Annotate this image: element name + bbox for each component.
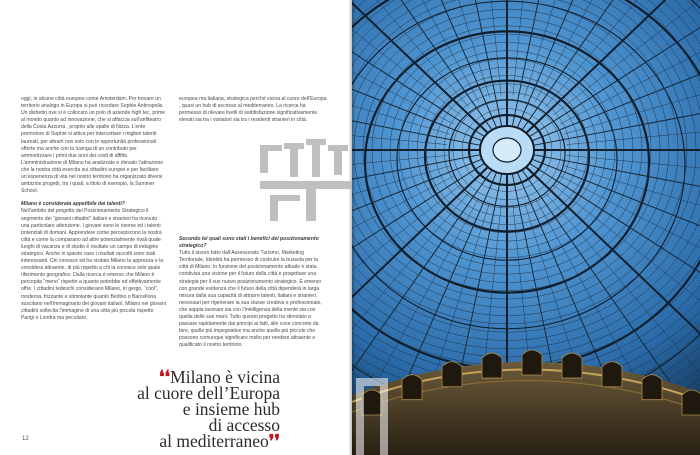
paragraph: oggi, in alcune città europee come Amsterdam. Per trovare un territorio analogo in Europa si può ricordare Sophie Antinopolis. Un distretto ove si è collocato un polo di aziende high tec, prime al mondo quanto ad innovazione, che si affaccia sull’anfiteatro della Costa Azzurra , proprio alle spalle di Nizza. L’ente promotore di Sophie si attiva per intercettare i migliori talenti laureati, per attrarli non solo con le opportunità professionali offerte ma anche con la lusinga di un contributo per ammortizzare i primi due anni dei costi di affitto. L’amministrazione di Milano ha analizzato e rilevato l’attrazione che la nostra città esercita sui cittadini europei e per facilitare un’esperienza di vita nel nostro territorio ha organizzato diversi ambizios progetti, tra i quali, a titolo di esempio, la Summer School. bbox=[21, 96, 166, 195]
paragraph: europea ma italiana, strategica perché vicina al cuore dell’Europa , quasi un hub di accesso al mediterraneo. La ricerca ha permesso di rilevare livelli di soddisfazione significativamente elevati sia tra i visitatori sia tra i residenti stranieri in città. bbox=[179, 96, 327, 124]
dome-illustration bbox=[352, 0, 700, 455]
page-number: 12 bbox=[22, 436, 29, 442]
open-quote-mark: ❛❛ bbox=[158, 367, 171, 387]
pull-quote-line-5 bbox=[100, 433, 280, 449]
text-column-left bbox=[21, 96, 166, 328]
milano-crown-logo-icon bbox=[256, 135, 356, 225]
pull-quote-text: al mediterraneo bbox=[159, 431, 269, 451]
close-quote-mark: ❜❜ bbox=[268, 431, 280, 451]
interview-question: Secondo lei quali sono stati i benefici del posizionamento strategico? bbox=[179, 236, 319, 250]
pull-quote-line-2: al cuore dell’Europa bbox=[137, 383, 280, 403]
pull-quote-line-4: di accesso bbox=[208, 415, 280, 435]
pull-quote-line-3: e insieme hub bbox=[182, 399, 280, 419]
pull-quote bbox=[100, 369, 280, 449]
galleria-dome-photo bbox=[352, 0, 700, 455]
interview-question: Milano è considerata appetibile dai talenti? bbox=[21, 201, 125, 208]
paragraph: Nell’ambito del progetto del Posizionamento Strategico il segmento dei “giovani cittadini” italiani e stranieri ha ricevuto una particolare attenzione. I giovani sono le risorse ed i talenti potenziali di domani. Apprendere come percepiscono la nostra città e come la comparano ad altre potenzialmente rivali quale luoghi di vacanza e di studio è risultato un campo di indagine strategico. Anche in questo caso i risultati raccolti sono stati interessanti. Chi conosce ed ha visitato Milano la apprezza e la considera attraente, di più rispetto a chi la conosce solo quale riferimento geografico. Dalla ricerca è emerso che Milano è percepita “meno” rispetto a quanto potrebbe ed effettivamente offre. I cittadini tedeschi considerano Milano, in gergo, “cool”, moderna, frizzante e stimolante quanto Berlino o Barcellona suscitano nell’immaginario dei giovani italiani. Milano nei giovani cittadini sollecita l’immagine di una città più piccola rispetto Parigi o Londra ma peculiare, bbox=[21, 208, 166, 321]
text-column-right bbox=[179, 96, 327, 130]
paragraph: Tutto il lavoro fatto dall’Assessorato Turismo, Marketing Territoriale, Identità ha permesso di costruire la bussola per la città di Milano. In funzione del posizionamento attuale è stata condivisa una visione per il futuro della città e progettare una strategia per il suo nuovo posizionamento strategico. È emerso con grande evidenza che il futuro della città dipenderà in larga misura dalla sua capacità di attrarre talenti, italiani e stranieri, necessari per rigenerare la sua classe creativa e professionale, che sappia lavorare sia con l’intelligenza della mente sia con quella delle sue mani. Tutto questo progetto ha stimolato a passare rapidamente dai principi ai fatti, alle cose concrete da fare, quelle più impegnative ma anche quelle più piccole che possono comunque significare molto per rendere attraente e qualificato il nostro territorio. bbox=[179, 250, 322, 349]
text-column-right-lower bbox=[179, 236, 327, 356]
pull-quote-text: Milano è vicina bbox=[170, 367, 280, 387]
decorative-frame-icon bbox=[352, 378, 392, 455]
